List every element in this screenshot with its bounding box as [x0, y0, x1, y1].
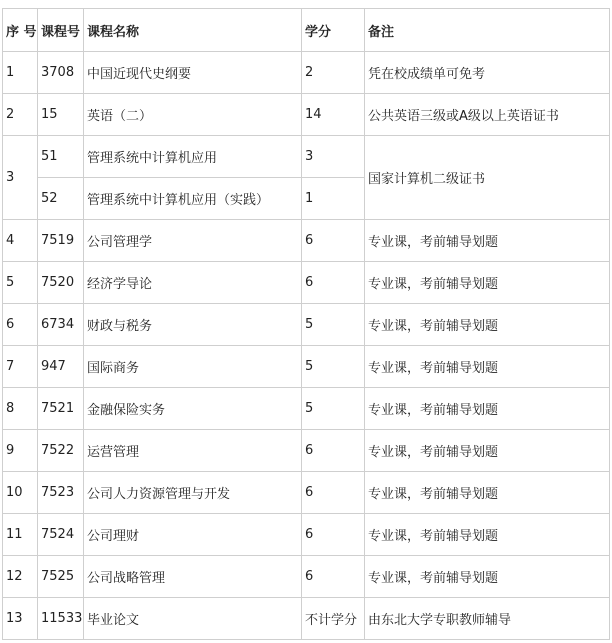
cell-credits: 6 [302, 430, 365, 472]
table-row [3, 514, 610, 556]
cell-code: 7520 [38, 262, 84, 304]
table-row [3, 220, 610, 262]
cell-credits: 6 [302, 514, 365, 556]
cell-code: 51 [38, 136, 84, 178]
cell-seq: 13 [3, 598, 38, 640]
table-row [3, 52, 610, 94]
cell-name: 国际商务 [84, 346, 302, 388]
cell-name: 毕业论文 [84, 598, 302, 640]
cell-name: 管理系统中计算机应用（实践） [84, 178, 302, 220]
header-seq: 序 号 [3, 9, 38, 52]
cell-credits: 5 [302, 388, 365, 430]
cell-seq: 3 [3, 136, 38, 220]
cell-note: 专业课，考前辅导划题 [365, 430, 610, 472]
cell-name: 公司管理学 [84, 220, 302, 262]
cell-name: 管理系统中计算机应用 [84, 136, 302, 178]
cell-code: 7524 [38, 514, 84, 556]
cell-name: 中国近现代史纲要 [84, 52, 302, 94]
cell-seq: 5 [3, 262, 38, 304]
header-notes: 备注 [365, 9, 610, 52]
table-row [3, 346, 610, 388]
cell-note: 国家计算机二级证书 [365, 136, 610, 220]
cell-credits: 1 [302, 178, 365, 220]
cell-credits: 5 [302, 304, 365, 346]
cell-note: 专业课，考前辅导划题 [365, 388, 610, 430]
cell-credits: 不计学分 [302, 598, 365, 640]
table-row [3, 262, 610, 304]
cell-code: 7522 [38, 430, 84, 472]
cell-note: 凭在校成绩单可免考 [365, 52, 610, 94]
cell-credits: 6 [302, 556, 365, 598]
cell-code: 52 [38, 178, 84, 220]
cell-code: 3708 [38, 52, 84, 94]
table-row [3, 304, 610, 346]
cell-seq: 4 [3, 220, 38, 262]
cell-credits: 6 [302, 262, 365, 304]
cell-credits: 6 [302, 472, 365, 514]
header-credits: 学分 [302, 9, 365, 52]
cell-seq: 8 [3, 388, 38, 430]
cell-code: 7521 [38, 388, 84, 430]
cell-name: 经济学导论 [84, 262, 302, 304]
cell-credits: 6 [302, 220, 365, 262]
cell-name: 公司理财 [84, 514, 302, 556]
cell-name: 公司战略管理 [84, 556, 302, 598]
cell-note: 专业课，考前辅导划题 [365, 514, 610, 556]
cell-credits: 2 [302, 52, 365, 94]
cell-code: 11533 [38, 598, 84, 640]
cell-name: 金融保险实务 [84, 388, 302, 430]
cell-note: 由东北大学专职教师辅导 [365, 598, 610, 640]
cell-note: 专业课，考前辅导划题 [365, 346, 610, 388]
cell-seq: 12 [3, 556, 38, 598]
cell-seq: 10 [3, 472, 38, 514]
table-row [3, 388, 610, 430]
cell-name: 英语（二） [84, 94, 302, 136]
table-row [3, 136, 610, 178]
cell-seq: 6 [3, 304, 38, 346]
cell-credits: 14 [302, 94, 365, 136]
cell-seq: 11 [3, 514, 38, 556]
cell-note: 专业课，考前辅导划题 [365, 556, 610, 598]
course-table [2, 8, 610, 640]
cell-code: 947 [38, 346, 84, 388]
table-body [3, 52, 610, 640]
cell-seq: 7 [3, 346, 38, 388]
cell-note: 专业课，考前辅导划题 [365, 304, 610, 346]
table-row [3, 430, 610, 472]
cell-seq: 9 [3, 430, 38, 472]
cell-name: 财政与税务 [84, 304, 302, 346]
header-course-name: 课程名称 [84, 9, 302, 52]
table-row [3, 598, 610, 640]
table-row [3, 472, 610, 514]
header-row [3, 9, 610, 52]
table-row [3, 94, 610, 136]
cell-note: 公共英语三级或A级以上英语证书 [365, 94, 610, 136]
cell-credits: 5 [302, 346, 365, 388]
cell-credits: 3 [302, 136, 365, 178]
cell-note: 专业课，考前辅导划题 [365, 220, 610, 262]
cell-code: 7523 [38, 472, 84, 514]
cell-code: 7519 [38, 220, 84, 262]
table-header [3, 9, 610, 52]
cell-name: 公司人力资源管理与开发 [84, 472, 302, 514]
header-course-code: 课程号 [38, 9, 84, 52]
cell-name: 运营管理 [84, 430, 302, 472]
cell-seq: 2 [3, 94, 38, 136]
table-row [3, 556, 610, 598]
cell-seq: 1 [3, 52, 38, 94]
cell-note: 专业课，考前辅导划题 [365, 472, 610, 514]
cell-code: 15 [38, 94, 84, 136]
cell-note: 专业课，考前辅导划题 [365, 262, 610, 304]
cell-code: 6734 [38, 304, 84, 346]
cell-code: 7525 [38, 556, 84, 598]
